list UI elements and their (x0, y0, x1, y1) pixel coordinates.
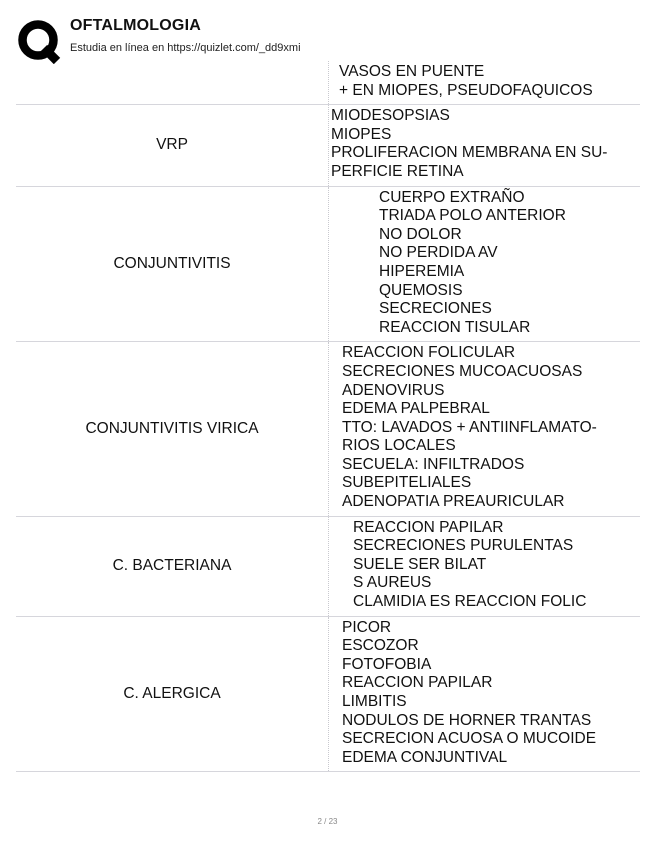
definition-line: SECUELA: INFILTRADOS (342, 455, 525, 473)
definition-line: TTO: LAVADOS + ANTIINFLAMATO- (342, 418, 597, 436)
definition-line: NODULOS DE HORNER TRANTAS (342, 711, 592, 729)
definition-line: EDEMA CONJUNTIVAL (342, 748, 508, 766)
definition-line: SUELE SER BILAT (353, 555, 487, 573)
definition-line: ESCOZOR (342, 637, 419, 655)
definition-line: FOTOFOBIA (342, 655, 432, 673)
flashcard-table (16, 61, 640, 772)
flashcard-row (16, 617, 640, 773)
term-cell: CONJUNTIVITIS VIRICA (85, 419, 259, 437)
definition-line: PROLIFERACION MEMBRANA EN SU- (331, 144, 608, 162)
flashcard-row (16, 187, 640, 343)
term-cell: C. BACTERIANA (112, 557, 232, 575)
flashcard-row (16, 342, 640, 516)
definition-line: REACCION PAPILAR (353, 518, 504, 536)
definition-line: EDEMA PALPEBRAL (342, 400, 490, 418)
definition-line: VASOS EN PUENTE (339, 63, 485, 80)
definition-cell (328, 187, 640, 342)
definition-line: QUEMOSIS (379, 281, 463, 299)
definition-cell (328, 517, 640, 616)
definition-line: HIPEREMIA (379, 262, 465, 280)
definition-line: LIMBITIS (342, 693, 407, 710)
definition-cell (328, 342, 640, 515)
page-number: 2 / 23 (317, 817, 338, 826)
term-cell (16, 61, 328, 104)
quizlet-logo-icon (16, 18, 62, 64)
definition-line: ADENOPATIA PREAURICULAR (342, 493, 565, 511)
definition-line: REACCION TISULAR (379, 318, 531, 336)
definition-line: ADENOVIRUS (342, 381, 445, 399)
flashcard-row (16, 61, 640, 105)
definition-line: SUBEPITELIALES (342, 474, 472, 492)
definition-line: REACCION FOLICULAR (342, 344, 516, 362)
definition-line: MIOPES (331, 125, 392, 143)
definition-line: MIODESOPSIAS (331, 107, 450, 125)
definition-line: S AUREUS (353, 574, 432, 592)
set-link-text: Estudia en línea en https://quizlet.com/_dd9xmi (70, 42, 301, 54)
term-cell: CONJUNTIVITIS (113, 254, 231, 272)
definition-cell (328, 617, 640, 772)
definition-line: SECRECIONES (379, 300, 492, 318)
flashcard-row (16, 105, 640, 186)
definition-line: CLAMIDIA ES REACCION FOLIC (353, 593, 587, 611)
definition-line: NO PERDIDA AV (379, 244, 498, 262)
definition-line: SECRECIONES MUCOACUOSAS (342, 362, 583, 380)
term-cell: VRP (156, 136, 188, 154)
definition-cell (328, 105, 640, 185)
page-header (16, 12, 640, 58)
definition-line: RIOS LOCALES (342, 437, 456, 455)
term-cell: C. ALERGICA (123, 685, 221, 702)
set-title: OFTALMOLOGIA (70, 17, 201, 34)
definition-line: SECRECIONES PURULENTAS (353, 537, 574, 555)
definition-line: + EN MIOPES, PSEUDOFAQUICOS (339, 81, 593, 99)
definition-line: TRIADA POLO ANTERIOR (379, 207, 566, 225)
definition-line: PERFICIE RETINA (331, 162, 464, 180)
definition-line: REACCION PAPILAR (342, 674, 493, 692)
definition-cell (328, 61, 640, 104)
flashcard-row (16, 517, 640, 617)
definition-line: CUERPO EXTRAÑO (379, 188, 525, 206)
definition-line: PICOR (342, 618, 392, 636)
definition-line: NO DOLOR (379, 225, 462, 243)
definition-line: SECRECION ACUOSA O MUCOIDE (342, 730, 597, 748)
